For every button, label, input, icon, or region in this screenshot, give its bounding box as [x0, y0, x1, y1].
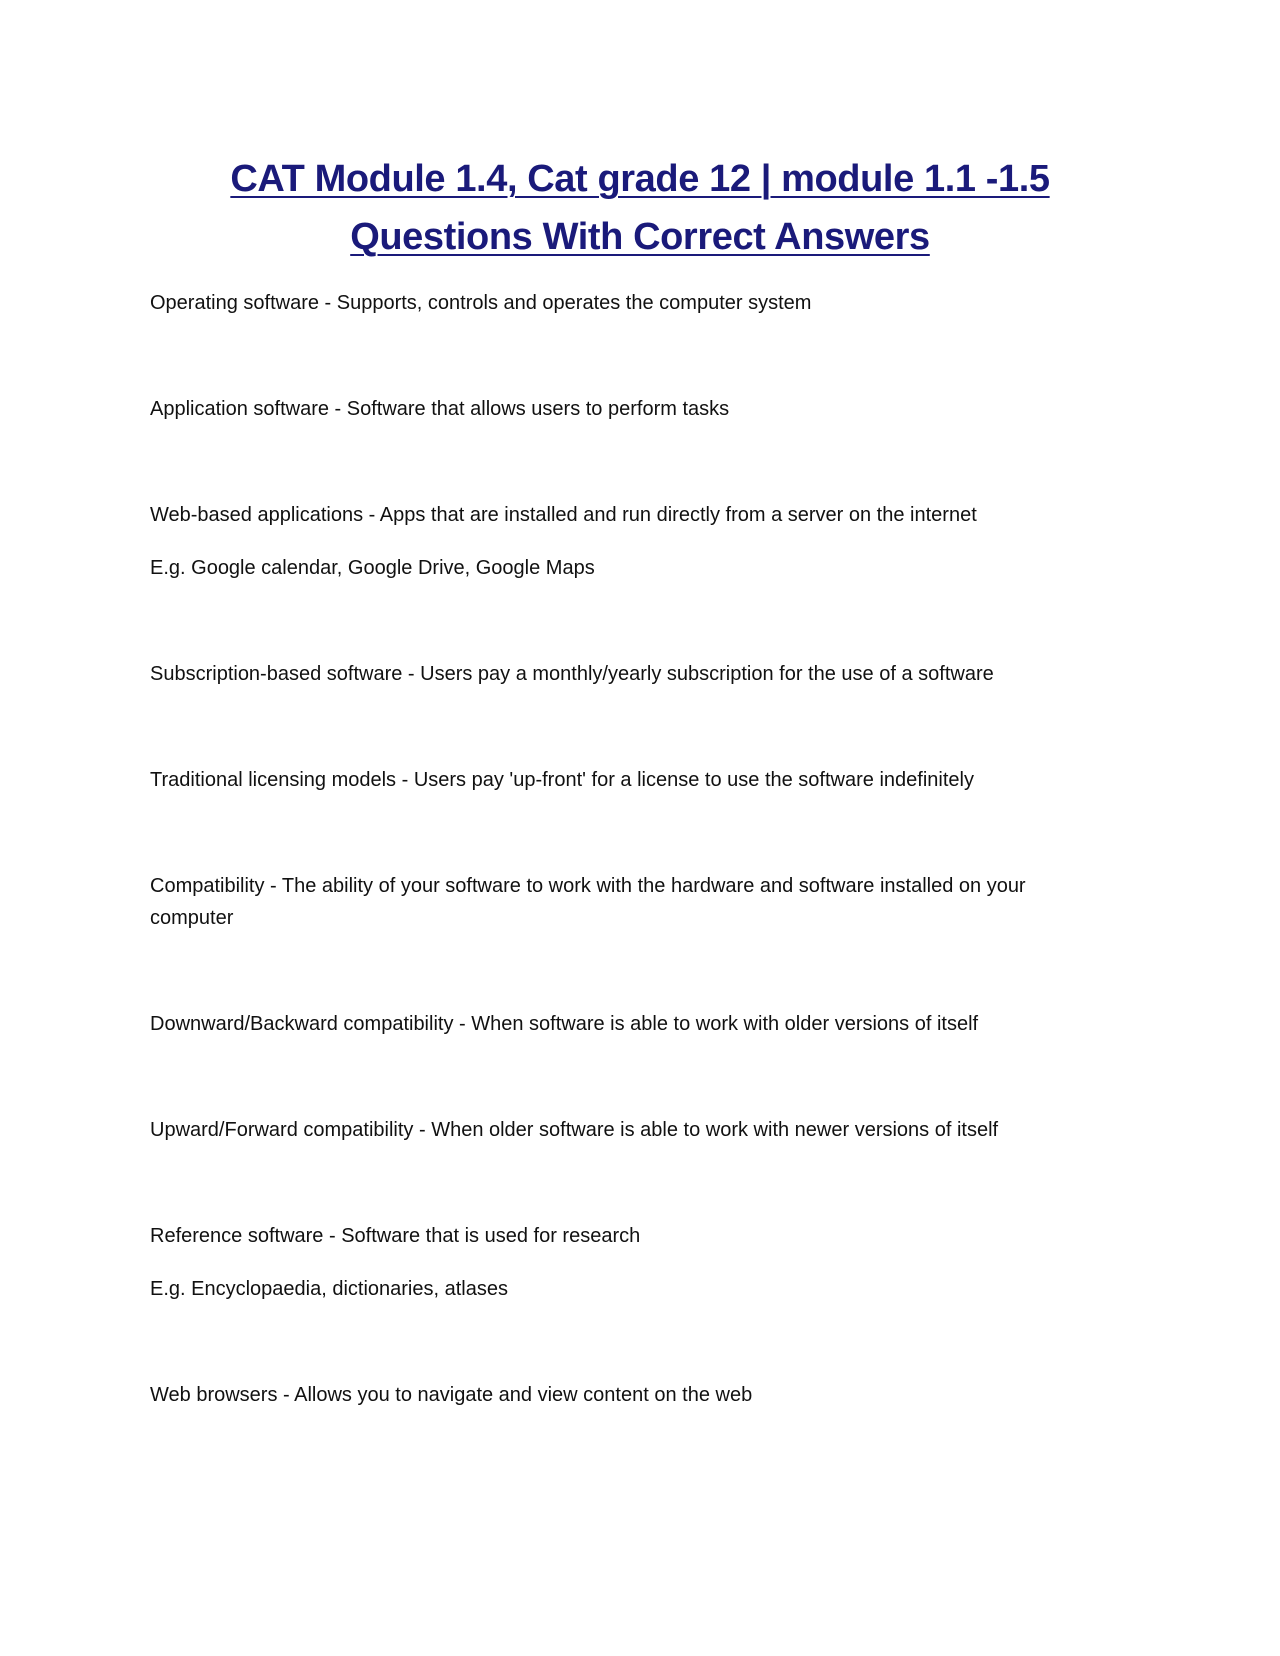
entry-compatibility: Compatibility - The ability of your software to work with the hardware and software installed on your computer: [150, 875, 1026, 929]
entry-subscription-software: Subscription-based software - Users pay a monthly/yearly subscription for the use of a software: [150, 663, 994, 685]
title-line-1: CAT Module 1.4, Cat grade 12 | module 1.1 -1.5: [230, 158, 1050, 200]
entry-web-based-examples: E.g. Google calendar, Google Drive, Google Maps: [150, 557, 595, 579]
entry-web-browsers: Web browsers - Allows you to navigate and view content on the web: [150, 1384, 753, 1406]
entry-operating-software: Operating software - Supports, controls and operates the computer system: [150, 292, 812, 314]
entry-reference-examples: E.g. Encyclopaedia, dictionaries, atlases: [150, 1278, 508, 1300]
entry-reference-software: Reference software - Software that is used for research: [150, 1225, 641, 1247]
entry-downward-compatibility: Downward/Backward compatibility - When software is able to work with older versions of itself: [150, 1013, 979, 1035]
entry-application-software: Application software - Software that allows users to perform tasks: [150, 398, 730, 420]
title-line-2: Questions With Correct Answers: [350, 216, 930, 258]
entry-web-based-applications: Web-based applications - Apps that are installed and run directly from a server on the internet: [150, 504, 977, 526]
document-title: [150, 150, 1130, 266]
entry-traditional-licensing: Traditional licensing models - Users pay 'up-front' for a license to use the software indefinitely: [150, 769, 974, 791]
entry-upward-compatibility: Upward/Forward compatibility - When older software is able to work with newer versions of itself: [150, 1119, 999, 1141]
